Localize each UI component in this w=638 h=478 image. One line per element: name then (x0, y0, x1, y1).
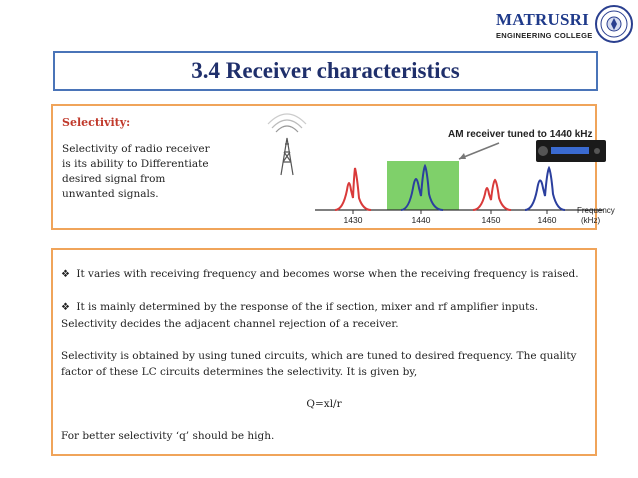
signal-peak-1430 (335, 168, 371, 210)
selection-highlight (387, 161, 459, 210)
diamond-bullet-icon: ❖ (61, 302, 70, 313)
bullet-text: It varies with receiving frequency and becomes worse when the receiving frequency is raised. (76, 268, 579, 280)
bullet-item (61, 266, 587, 283)
selectivity-line: is its ability to Differentiate (62, 158, 209, 170)
bullet-text: It is mainly determined by the response of the if section, mixer and rf amplifier inputs. (76, 301, 539, 313)
figure-caption: AM receiver tuned to 1440 kHz (448, 129, 593, 140)
college-logo (494, 4, 634, 44)
college-seal-icon (594, 4, 634, 44)
paragraph: For better selectivity ‘q’ should be high. (61, 430, 275, 442)
college-name: MATRUSRI (496, 10, 589, 29)
details-box (51, 248, 597, 456)
selectivity-figure (263, 110, 615, 228)
selectivity-box (51, 104, 615, 230)
axis-unit-label: (kHz) (581, 216, 601, 225)
selectivity-line: desired signal from (62, 173, 166, 185)
bullet-item (61, 299, 587, 332)
signal-peak-1460 (525, 168, 565, 210)
bullet-continuation: Selectivity decides the adjacent channel rejection of a receiver. (61, 318, 399, 330)
college-subtitle: ENGINEERING COLLEGE (496, 31, 593, 40)
slide-title: 3.4 Receiver characteristics (191, 58, 460, 83)
freq-tick-label: 1440 (411, 215, 431, 225)
freq-tick-label: 1430 (343, 215, 363, 225)
car-radio-icon (536, 140, 606, 162)
title-box (53, 51, 598, 91)
selectivity-heading: Selectivity: (62, 116, 131, 129)
antenna-tower-icon (268, 114, 306, 175)
freq-tick-label: 1460 (537, 215, 557, 225)
paragraph (61, 348, 587, 380)
axis-label: Frequency (577, 206, 615, 215)
selectivity-description (62, 142, 222, 202)
formula: Q=xl/r (306, 398, 342, 410)
signal-peak-1450 (473, 180, 511, 210)
selectivity-line: Selectivity of radio receiver (62, 143, 210, 155)
paragraph-line: factor of these LC circuits determines the selectivity. It is given by, (61, 366, 418, 378)
details-text (61, 266, 587, 460)
paragraph-line: Selectivity is obtained by using tuned circuits, which are tuned to desired frequency. The quality (61, 350, 577, 362)
selectivity-line: unwanted signals. (62, 188, 159, 200)
freq-tick-label: 1450 (481, 215, 501, 225)
diamond-bullet-icon: ❖ (61, 269, 70, 280)
